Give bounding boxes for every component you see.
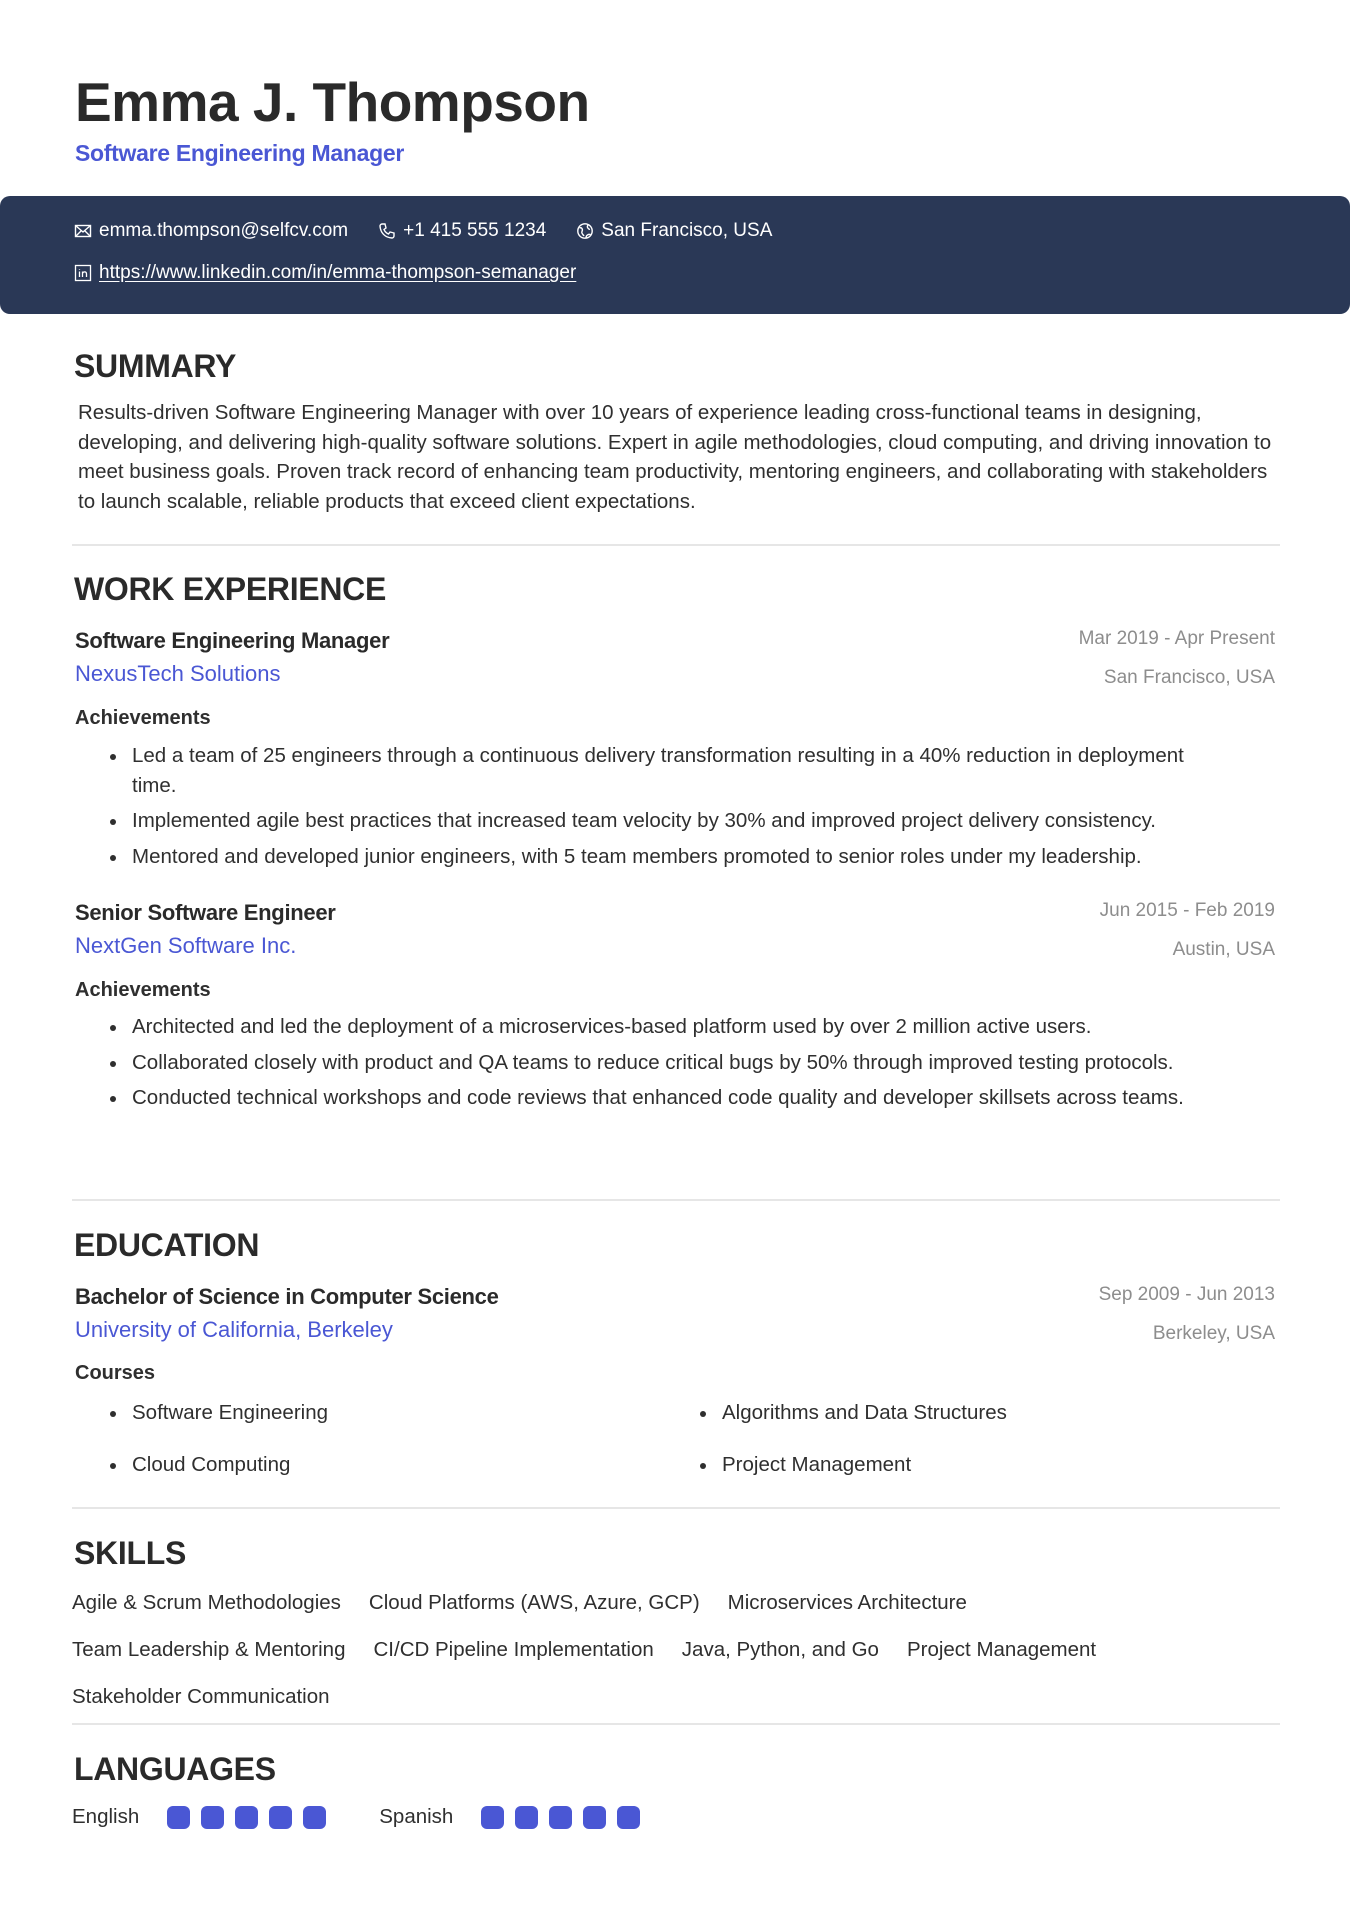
skill-item: CI/CD Pipeline Implementation	[373, 1638, 654, 1661]
globe-icon	[576, 222, 594, 240]
job-title: Software Engineering Manager	[75, 628, 390, 653]
linkedin-icon	[74, 264, 92, 282]
achievements-label: Achievements	[75, 707, 211, 729]
course-item: Cloud Computing	[108, 1450, 698, 1479]
section-divider	[72, 1723, 1280, 1725]
phone-icon	[378, 222, 396, 240]
courses-label: Courses	[75, 1362, 156, 1384]
education-location: Berkeley, USA	[1152, 1323, 1275, 1344]
skill-item: Team Leadership & Mentoring	[72, 1638, 346, 1661]
section-divider	[72, 1199, 1280, 1201]
skill-item: Microservices Architecture	[727, 1591, 967, 1614]
email-text: emma.thompson@selfcv.com	[99, 220, 349, 241]
job-company: NextGen Software Inc.	[75, 933, 297, 958]
achievement-item: Led a team of 25 engineers through a continuous delivery transformation resulting in a 40% reduction in deployment time.	[108, 741, 1188, 800]
proficiency-rating	[167, 1806, 337, 1829]
rating-dot-filled	[515, 1806, 538, 1829]
degree-title: Bachelor of Science in Computer Science	[75, 1284, 499, 1309]
skill-item: Project Management	[906, 1638, 1097, 1661]
rating-dot-filled	[269, 1806, 292, 1829]
summary-text: Results-driven Software Engineering Manager with over 10 years of experience leading cross-functional teams in designing, developing, and delivering high-quality software solutions. Expert in agile methodologies, cloud computing, and driving innovation to meet business goals. Proven track record of enhancing team productivity, mentoring engineers, and collaborating with stakeholders to launch scalable, reliable products that exceed client expectations.	[78, 401, 1272, 513]
contact-banner	[0, 196, 1350, 314]
candidate-headline: Software Engineering Manager	[75, 140, 404, 166]
achievements-label: Achievements	[75, 979, 211, 1001]
achievement-item: Collaborated closely with product and QA teams to reduce critical bugs by 50% through improved testing protocols.	[108, 1048, 1238, 1078]
achievement-item: Mentored and developed junior engineers, with 5 team members promoted to senior roles under my leadership.	[108, 842, 1188, 872]
experience-heading: WORK EXPERIENCE	[74, 571, 386, 607]
language-spanish	[379, 1805, 651, 1829]
skill-item: Java, Python, and Go	[681, 1638, 879, 1661]
summary-heading: SUMMARY	[74, 348, 237, 384]
rating-dot-filled	[235, 1806, 258, 1829]
envelope-icon	[74, 222, 92, 240]
job-title: Senior Software Engineer	[75, 900, 336, 925]
rating-dot-filled	[201, 1806, 224, 1829]
language-english	[72, 1805, 337, 1829]
rating-dot-filled	[549, 1806, 572, 1829]
languages-heading: LANGUAGES	[74, 1751, 276, 1787]
contact-row-primary	[74, 220, 802, 242]
linkedin-link[interactable]: https://www.linkedin.com/in/emma-thompson-semanager	[99, 262, 577, 283]
contact-phone[interactable]	[378, 220, 546, 242]
job-location: Austin, USA	[1172, 939, 1275, 960]
rating-dot-filled	[617, 1806, 640, 1829]
job-location: San Francisco, USA	[1103, 667, 1275, 688]
achievements-list	[108, 741, 1188, 877]
courses-list	[108, 1398, 1288, 1479]
rating-dot-filled	[167, 1806, 190, 1829]
course-item: Software Engineering	[108, 1398, 698, 1427]
languages-list	[72, 1805, 693, 1829]
job-company: NexusTech Solutions	[75, 661, 281, 686]
school-name: University of California, Berkeley	[75, 1317, 393, 1342]
job-dates: Jun 2015 - Feb 2019	[1099, 900, 1275, 921]
job-dates: Mar 2019 - Apr Present	[1078, 628, 1275, 649]
language-name: Spanish	[379, 1805, 454, 1828]
course-item: Algorithms and Data Structures	[698, 1398, 1288, 1427]
skill-item: Cloud Platforms (AWS, Azure, GCP)	[368, 1591, 700, 1614]
skills-heading: SKILLS	[74, 1535, 186, 1571]
candidate-name: Emma J. Thompson	[75, 71, 590, 133]
rating-dot-filled	[481, 1806, 504, 1829]
language-name: English	[72, 1805, 140, 1828]
education-heading: EDUCATION	[74, 1227, 260, 1263]
contact-row-secondary	[74, 262, 606, 284]
section-divider	[72, 1507, 1280, 1509]
contact-email[interactable]	[74, 220, 348, 242]
course-item: Project Management	[698, 1450, 1288, 1479]
achievement-item: Conducted technical workshops and code reviews that enhanced code quality and developer skillsets across teams.	[108, 1083, 1238, 1113]
location-text: San Francisco, USA	[601, 220, 773, 241]
rating-dot-filled	[303, 1806, 326, 1829]
achievement-item: Architected and led the deployment of a microservices-based platform used by over 2 million active users.	[108, 1012, 1238, 1042]
skill-item: Agile & Scrum Methodologies	[72, 1591, 341, 1614]
skills-list	[72, 1588, 1282, 1711]
phone-text: +1 415 555 1234	[403, 220, 547, 241]
achievement-item: Implemented agile best practices that increased team velocity by 30% and improved project delivery consistency.	[108, 806, 1188, 836]
proficiency-rating	[481, 1806, 651, 1829]
contact-linkedin[interactable]	[74, 262, 576, 284]
contact-location	[576, 220, 772, 242]
rating-dot-filled	[583, 1806, 606, 1829]
education-dates: Sep 2009 - Jun 2013	[1098, 1284, 1275, 1305]
achievements-list	[108, 1012, 1238, 1119]
section-divider	[72, 544, 1280, 546]
skill-item: Stakeholder Communication	[72, 1685, 330, 1708]
